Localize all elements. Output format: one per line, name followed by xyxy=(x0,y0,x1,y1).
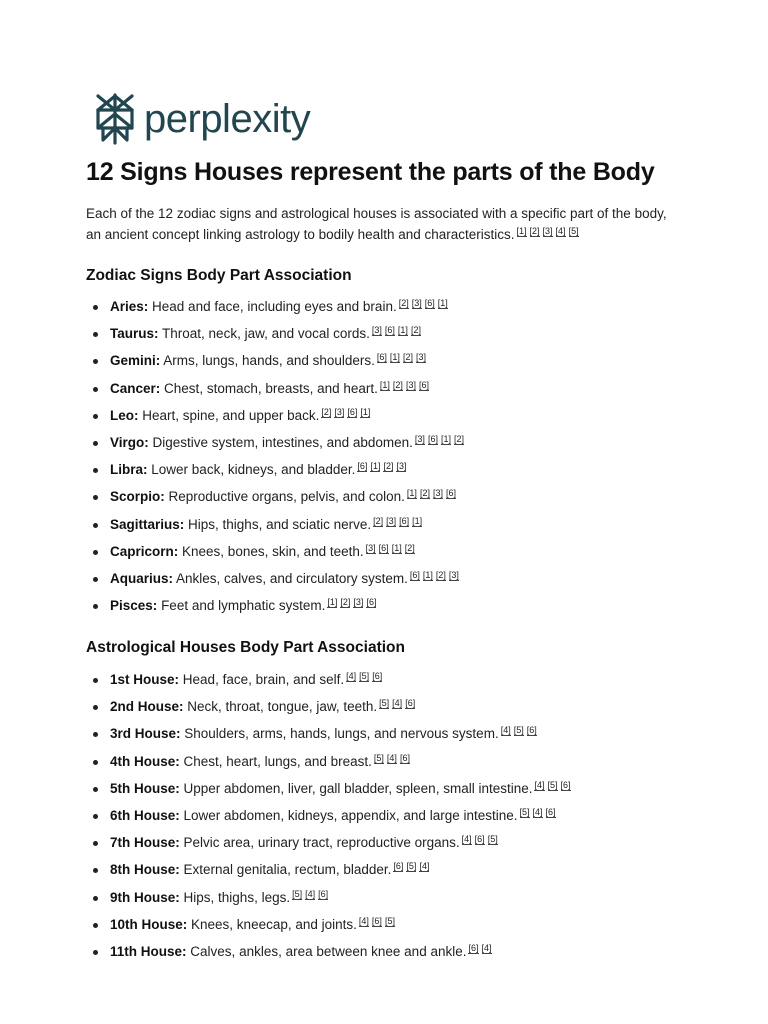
citation-link[interactable]: [6] xyxy=(376,352,387,363)
item-label: Scorpio: xyxy=(110,489,165,505)
citation-link[interactable]: [3] xyxy=(411,298,422,308)
item-label: Virgo: xyxy=(110,434,149,450)
item-label: Taurus: xyxy=(110,326,159,342)
item-label: Capricorn: xyxy=(110,543,179,559)
citation-link[interactable]: [6] xyxy=(545,806,556,817)
logo-wordmark: perplexity xyxy=(144,97,311,141)
citation-link[interactable]: [2] xyxy=(529,226,540,236)
citation-link[interactable]: [4] xyxy=(534,779,545,790)
citation-link[interactable]: [5] xyxy=(487,834,498,845)
citation-link[interactable]: [6] xyxy=(405,698,416,709)
citation-link[interactable]: [5] xyxy=(547,779,558,790)
citation-link[interactable]: [3] xyxy=(405,379,416,390)
citation-link[interactable]: [1] xyxy=(437,298,448,308)
citation-link[interactable]: [2] xyxy=(340,597,351,608)
section-heading-zodiac: Zodiac Signs Body Part Association xyxy=(86,267,352,284)
item-text: Heart, spine, and upper back. xyxy=(142,407,320,423)
citation-link[interactable]: [1] xyxy=(422,569,433,580)
item-text: Pelvic area, urinary tract, reproductive organs. xyxy=(183,835,460,851)
citation-link[interactable]: [4] xyxy=(386,752,397,763)
citation-link[interactable]: [1] xyxy=(440,433,451,444)
item-label: Leo: xyxy=(110,407,139,423)
citation-link[interactable]: [6] xyxy=(399,752,410,763)
list-item xyxy=(86,324,746,351)
item-citations xyxy=(357,917,395,932)
intro-text: Each of the 12 zodiac signs and astrological houses is associated with a specific part of the body, an ancient concept linking astrology to bodily health and characteristics. xyxy=(86,206,667,242)
item-text: Ankles, calves, and circulatory system. xyxy=(176,570,408,586)
citation-link[interactable]: [6] xyxy=(468,942,479,953)
citation-link[interactable]: [1] xyxy=(406,488,417,499)
citation-link[interactable]: [3] xyxy=(386,515,397,526)
item-text: Shoulders, arms, hands, lungs, and nervous system. xyxy=(184,726,499,742)
citation-link[interactable]: [6] xyxy=(378,542,389,553)
list-item xyxy=(86,406,746,433)
citation-link[interactable]: [4] xyxy=(392,698,403,709)
citation-link[interactable]: [4] xyxy=(305,888,316,899)
item-citations xyxy=(372,754,410,769)
item-citations xyxy=(466,944,491,959)
item-citations xyxy=(370,326,421,341)
intro-paragraph xyxy=(86,203,676,245)
citation-link[interactable]: [4] xyxy=(481,942,492,953)
citation-link[interactable]: [4] xyxy=(555,226,566,236)
list-item xyxy=(86,779,746,806)
citation-link[interactable]: [2] xyxy=(392,379,403,390)
citation-link[interactable]: [2] xyxy=(453,433,464,444)
citation-link[interactable]: [1] xyxy=(360,406,371,417)
citation-link[interactable]: [3] xyxy=(448,569,459,580)
citation-link[interactable]: [1] xyxy=(412,515,423,526)
item-citations xyxy=(319,408,370,423)
list-item xyxy=(86,515,746,542)
citation-link[interactable]: [6] xyxy=(399,515,410,526)
citation-link[interactable]: [6] xyxy=(560,779,571,790)
item-label: Aquarius: xyxy=(110,570,174,586)
item-label: 3rd House: xyxy=(110,726,181,742)
citation-link[interactable]: [3] xyxy=(371,325,382,336)
citation-link[interactable]: [1] xyxy=(516,226,527,236)
item-text: Feet and lymphatic system. xyxy=(161,598,326,614)
item-citations xyxy=(325,598,376,613)
item-citations xyxy=(405,489,456,504)
item-citations xyxy=(518,808,556,823)
citation-link[interactable]: [6] xyxy=(318,888,329,899)
citation-link[interactable]: [5] xyxy=(384,915,395,926)
intro-citations xyxy=(515,227,579,242)
item-label: Aries: xyxy=(110,299,149,314)
citation-link[interactable]: [4] xyxy=(419,861,430,872)
item-text: Chest, heart, lungs, and breast. xyxy=(183,753,372,769)
citation-link[interactable]: [1] xyxy=(370,461,381,472)
item-citations xyxy=(364,544,415,559)
item-label: 7th House: xyxy=(110,835,180,851)
item-text: Knees, bones, skin, and teeth. xyxy=(182,543,364,559)
item-citations xyxy=(391,862,429,877)
citation-link[interactable]: [4] xyxy=(500,725,511,736)
citation-link[interactable]: [1] xyxy=(327,597,338,608)
citation-link[interactable]: [6] xyxy=(372,671,383,681)
citation-link[interactable]: [1] xyxy=(379,379,390,390)
perplexity-logo-icon xyxy=(94,93,136,145)
item-text: External genitalia, rectum, bladder. xyxy=(183,862,392,878)
item-label: Cancer: xyxy=(110,380,161,396)
citation-link[interactable]: [1] xyxy=(389,352,400,363)
citation-link[interactable]: [5] xyxy=(359,671,370,681)
page-title: 12 Signs Houses represent the parts of the Body xyxy=(86,158,655,186)
item-text: Knees, kneecap, and joints. xyxy=(191,916,357,932)
list-item xyxy=(86,860,746,887)
item-text: Lower abdomen, kidneys, appendix, and large intestine. xyxy=(183,807,518,823)
item-text: Digestive system, intestines, and abdomen. xyxy=(152,434,413,450)
list-item xyxy=(86,542,746,569)
item-citations xyxy=(532,781,570,796)
item-citations xyxy=(344,672,382,687)
citation-link[interactable]: [5] xyxy=(519,806,530,817)
list-item xyxy=(86,915,746,942)
citation-link[interactable]: [3] xyxy=(396,461,407,472)
section-heading-houses: Astrological Houses Body Part Association xyxy=(86,639,405,656)
citation-link[interactable]: [3] xyxy=(432,488,443,499)
citation-link[interactable]: [6] xyxy=(424,298,435,308)
list-item xyxy=(86,460,746,487)
citation-link[interactable]: [3] xyxy=(334,406,345,417)
list-item xyxy=(86,433,746,460)
item-label: 5th House: xyxy=(110,780,180,796)
item-text: Neck, throat, tongue, jaw, teeth. xyxy=(187,699,378,715)
item-label: 4th House: xyxy=(110,753,180,769)
list-item xyxy=(86,379,746,406)
item-text: Head, face, brain, and self. xyxy=(182,672,345,687)
citation-link[interactable]: [4] xyxy=(461,834,472,845)
citation-link[interactable]: [5] xyxy=(373,752,384,763)
item-text: Throat, neck, jaw, and vocal cords. xyxy=(162,326,370,342)
list-item xyxy=(86,351,746,378)
item-citations xyxy=(460,835,498,850)
citation-link[interactable]: [2] xyxy=(404,542,415,553)
item-citations xyxy=(397,299,448,314)
houses-body-list xyxy=(86,670,746,969)
perplexity-logo xyxy=(94,93,310,145)
citation-link[interactable]: [6] xyxy=(474,834,485,845)
citation-link[interactable]: [2] xyxy=(435,569,446,580)
list-item xyxy=(86,752,746,779)
item-label: 1st House: xyxy=(110,672,180,687)
citation-link[interactable]: [6] xyxy=(445,488,456,499)
item-citations xyxy=(378,381,429,396)
item-label: 2nd House: xyxy=(110,699,184,715)
item-label: 9th House: xyxy=(110,889,180,905)
citation-link[interactable]: [4] xyxy=(358,915,369,926)
list-item xyxy=(86,596,746,623)
item-text: Hips, thighs, and sciatic nerve. xyxy=(188,516,372,532)
item-text: Head and face, including eyes and brain. xyxy=(152,299,397,314)
item-citations xyxy=(377,699,415,714)
citation-link[interactable]: [2] xyxy=(419,488,430,499)
citation-link[interactable]: [6] xyxy=(347,406,358,417)
citation-link[interactable]: [4] xyxy=(346,671,357,681)
item-text: Reproductive organs, pelvis, and colon. xyxy=(168,489,405,505)
citation-link[interactable]: [2] xyxy=(383,461,394,472)
item-citations xyxy=(355,462,406,477)
citation-link[interactable]: [5] xyxy=(292,888,303,899)
citation-link[interactable]: [3] xyxy=(365,542,376,553)
citation-link[interactable]: [6] xyxy=(526,725,537,736)
citation-link[interactable]: [2] xyxy=(321,406,332,417)
citation-link[interactable]: [2] xyxy=(373,515,384,526)
list-item xyxy=(86,297,746,324)
item-text: Calves, ankles, area between knee and ankle. xyxy=(190,943,467,959)
item-label: Sagittarius: xyxy=(110,516,185,532)
list-item xyxy=(86,724,746,751)
item-label: 6th House: xyxy=(110,807,180,823)
citation-link[interactable]: [1] xyxy=(397,325,408,336)
list-item xyxy=(86,833,746,860)
citation-link[interactable]: [4] xyxy=(532,806,543,817)
citation-link[interactable]: [6] xyxy=(418,379,429,390)
item-label: 11th House: xyxy=(110,943,187,959)
item-citations xyxy=(499,726,537,741)
citation-link[interactable]: [5] xyxy=(568,226,579,236)
item-label: Gemini: xyxy=(110,353,161,369)
citation-link[interactable]: [3] xyxy=(414,433,425,444)
citation-link[interactable]: [2] xyxy=(402,352,413,363)
item-text: Upper abdomen, liver, gall bladder, spleen, small intestine. xyxy=(183,780,533,796)
item-citations xyxy=(408,571,459,586)
citation-link[interactable]: [6] xyxy=(366,597,377,608)
list-item xyxy=(86,697,746,724)
citation-link[interactable]: [1] xyxy=(391,542,402,553)
list-item xyxy=(86,670,746,697)
citation-link[interactable]: [5] xyxy=(513,725,524,736)
item-citations xyxy=(375,353,426,368)
item-text: Arms, lungs, hands, and shoulders. xyxy=(163,353,375,369)
item-label: Libra: xyxy=(110,462,148,478)
item-label: 8th House: xyxy=(110,862,180,878)
citation-link[interactable]: [3] xyxy=(542,226,553,236)
citation-link[interactable]: [5] xyxy=(379,698,390,709)
citation-link[interactable]: [6] xyxy=(409,569,420,580)
citation-link[interactable]: [2] xyxy=(398,298,409,308)
list-item xyxy=(86,942,746,969)
citation-link[interactable]: [6] xyxy=(384,325,395,336)
citation-link[interactable]: [6] xyxy=(427,433,438,444)
citation-link[interactable]: [2] xyxy=(410,325,421,336)
citation-link[interactable]: [5] xyxy=(406,861,417,872)
citation-link[interactable]: [3] xyxy=(353,597,364,608)
item-label: 10th House: xyxy=(110,916,188,932)
item-citations xyxy=(290,890,328,905)
item-citations xyxy=(413,435,464,450)
list-item xyxy=(86,888,746,915)
item-citations xyxy=(371,517,422,532)
citation-link[interactable]: [6] xyxy=(357,461,368,472)
item-label: Pisces: xyxy=(110,598,158,614)
list-item xyxy=(86,806,746,833)
list-item xyxy=(86,487,746,514)
item-text: Lower back, kidneys, and bladder. xyxy=(151,462,356,478)
zodiac-body-list xyxy=(86,297,746,623)
citation-link[interactable]: [6] xyxy=(371,915,382,926)
list-item xyxy=(86,569,746,596)
citation-link[interactable]: [6] xyxy=(393,861,404,872)
item-text: Chest, stomach, breasts, and heart. xyxy=(164,380,378,396)
item-text: Hips, thighs, legs. xyxy=(183,889,291,905)
citation-link[interactable]: [3] xyxy=(415,352,426,363)
